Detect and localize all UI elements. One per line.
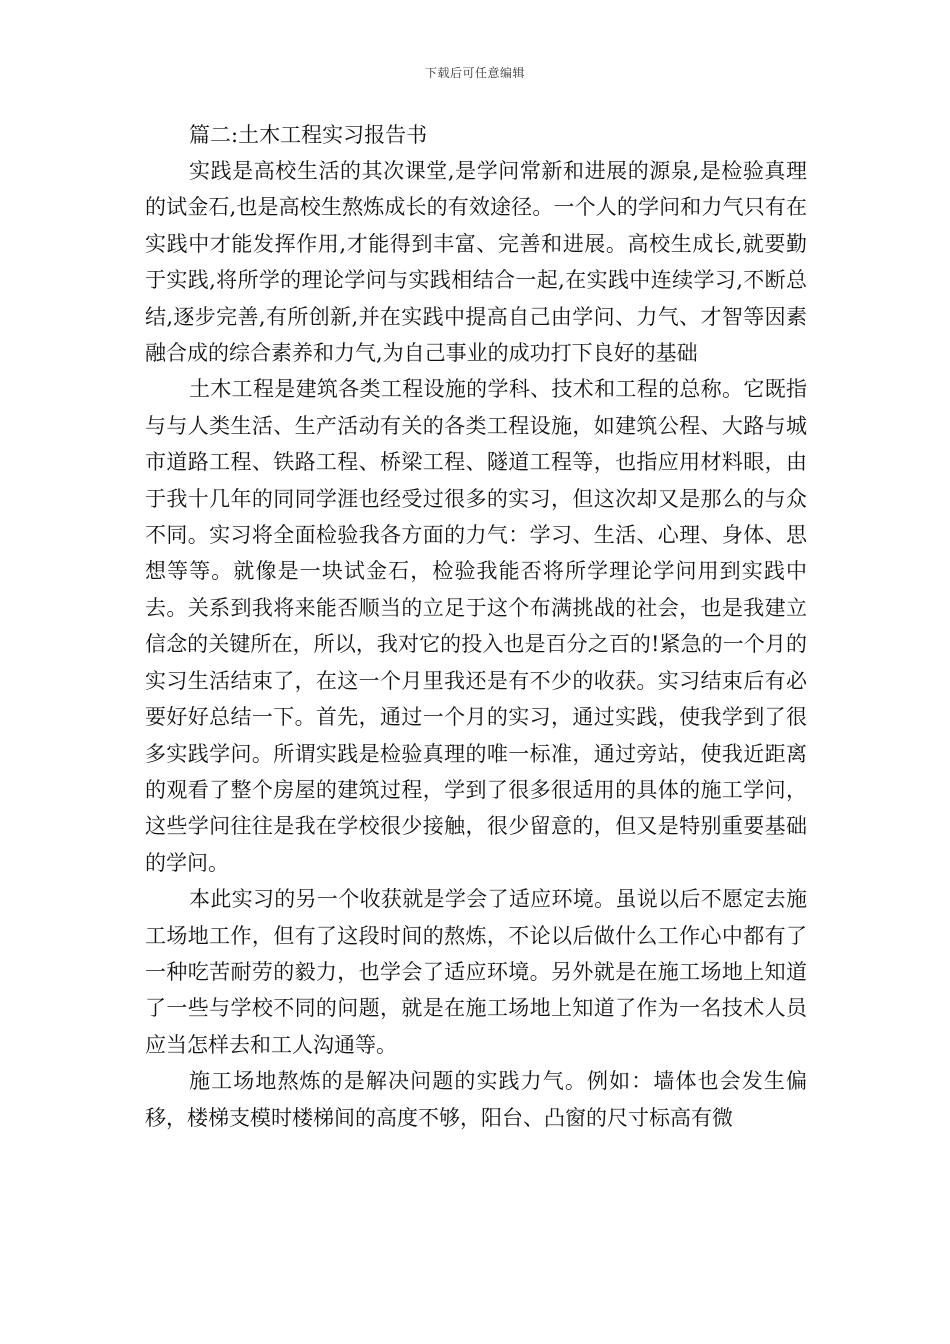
paragraph-3: 本此实习的另一个收获就是学会了适应环境。虽说以后不愿定去施工场地工作，但有了这段时间的熬炼，不论以后做什么工作心中都有了一种吃苦耐劳的毅力，也学会了适应环境。另外就是在施工场地上知道了一些与学校不同的问题，就是在施工场地上知道了作为一名技术人员应当怎样去和工人沟通等。 [145, 887, 807, 1057]
paragraph-1: 实践是高校生活的其次课堂,是学问常新和进展的源泉,是检验真理的试金石,也是高校生熬炼成长的有效途径。一个人的学问和力气只有在实践中才能发挥作用,才能得到丰富、完善和进展。高校生成长,就要勤于实践,将所学的理论学问与实践相结合一起,在实践中连续学习,不断总结,逐步完善,有所创新,并在实践中提高自己由学问、力气、才智等因素融合成的综合素养和力气,为自己事业的成功打下良好的基础 [145, 159, 807, 366]
document-body [145, 117, 807, 1136]
paragraph-4: 施工场地熬炼的是解决问题的实践力气。例如：墙体也会发生偏移，楼梯支模时楼梯间的高度不够，阳台、凸窗的尺寸标高有微 [145, 1069, 807, 1130]
section-title: 篇二:土木工程实习报告书 [189, 123, 428, 147]
paragraph-2: 土木工程是建筑各类工程设施的学科、技术和工程的总称。它既指与与人类生活、生产活动有关的各类工程设施，如建筑公程、大路与城市道路工程、铁路工程、桥梁工程、隧道工程等，也指应用材料眼，由于我十几年的同同学涯也经受过很多的实习，但这次却又是那么的与众不同。实习将全面检验我各方面的力气：学习、生活、心理、身体、思想等等。就像是一块试金石，检验我能否将所学理论学问用到实践中去。关系到我将来能否顺当的立足于这个布满挑战的社会，也是我建立信念的关键所在，所以，我对它的投入也是百分之百的!紧急的一个月的实习生活结束了，在这一个月里我还是有不少的收获。实习结束后有必要好好总结一下。首先，通过一个月的实习，通过实践，使我学到了很多实践学问。所谓实践是检验真理的唯一标准，通过旁站，使我近距离的观看了整个房屋的建筑过程，学到了很多很适用的具体的施工学问，这些学问往往是我在学校很少接触，很少留意的，但又是特别重要基础的学问。 [145, 377, 807, 875]
header-note: 下载后可任意编辑 [424, 66, 525, 80]
